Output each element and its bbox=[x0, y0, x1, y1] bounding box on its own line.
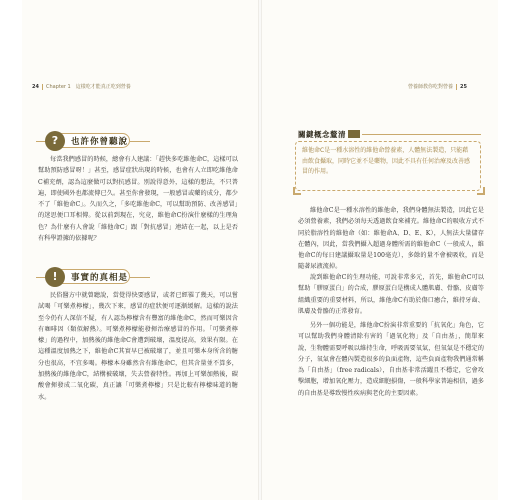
key-concept-marker bbox=[348, 130, 360, 138]
left-page-number: 24 bbox=[32, 84, 39, 90]
key-concept-box bbox=[295, 141, 481, 191]
right-para-2: 說到維他命C的生理功能，可說非常多元，首先，維他命C可以幫助「膠原蛋白」的合成，膠原蛋白是構成人體肌膚、骨骼、皮膚等組織重要的重要材料，所以，維他命C有助於傷口癒合，維持牙齒、肌膚及骨骼的正常發育。 bbox=[298, 274, 484, 315]
banner-rule bbox=[130, 277, 150, 278]
section-banner-truth bbox=[48, 269, 130, 284]
section-title-truth: 事實的真相是 bbox=[71, 273, 129, 283]
key-concept-title: 關鍵概念釐清 bbox=[298, 130, 346, 139]
right-para-3: 另外一個功能是，維他命C扮演非常重要的「抗氧化」角色，它可以幫助我們身體清除有害的「過氧化物」及「自由基」，簡單來說，生物體需要呼吸以維持生命，呼吸需要氧氣，但氧氣是不穩定的分子，氧氣會在體內製造很多的負面產物，這些負面產物我們通常稱為「自由基」（free radicals），自由基非常活躍且不穩定，它會攻擊細胞，增加氧化壓力，造成細胞損傷，一般科學家普遍相信，過多的自由基是導致慢性疾病與老化的主要因素。 bbox=[298, 322, 484, 397]
box-corner bbox=[477, 187, 485, 195]
right-page-number: 25 bbox=[460, 84, 467, 90]
question-mark-icon: ? bbox=[45, 131, 65, 151]
left-running-header bbox=[32, 83, 131, 90]
section2-body: 民俗醫方中就曾聽說，當覺得快要感冒，或者已經罹了幾天，可以嘗試喝「可樂煮檸檬」，幾次下來，感冒的症狀便可逐漸緩解。這樣的說法至今仍有人深信不疑，有人認為檸檬含有豐富的維他命C，然而可樂因含有咖啡因（類似解熱）。可樂煮檸檬能發揮治療感冒的作用。「可樂煮檸檬」的過程中，加熱後的維他命C會遭到破壞，溫度提高，效果有限。在這種溫度加熱之下，維他命C其實早已被破壞了，並且可樂本身所含的糖分也很高，不宜多喝。檸檬本身雖然含有維他命C，但其含量並不算多，加熱後的維他命C，結構被破壞，失去營養特性。再加上可樂加熱後，碳酸會揮發成二氧化碳，真正讓「可樂煮檸檬」只是比較有檸檬味道的糖水。 bbox=[38, 292, 238, 401]
book-gutter bbox=[258, 0, 262, 500]
left-page bbox=[22, 0, 258, 500]
right-running-header bbox=[408, 83, 467, 90]
section1-body: 每當我們感冒的時候，總會有人建議：「趕快多吃維他命C，這樣可以幫助預防感冒呀！」甚至，感冒症狀出現的時候，也會有人立即吃維他命C補充劑，認為這麼做可以對抗感冒。別說得意外，這樣的想法，不只普遍，即使國外也都流傳已久。甚至你會發現，一般感冒或藥的成分，都少不了「維他命C」。久而久之，「多吃維他命C，可以幫助預防、改善感冒」的迷思便口耳相傳。從以前到現在，究竟，維他命C扮演什麼樣的生理角色？為什麼有人會說「維他命C」跟「對抗感冒」連結在一起，以上是否有科學證據的依據呢？ bbox=[38, 156, 238, 243]
section-title-heard: 也許你曾聽說 bbox=[71, 137, 129, 147]
running-title: 營養師教你吃對營養 bbox=[408, 84, 454, 90]
right-para-1: 維他命C是一種水溶性的維他命，我們身體無法製造，因此它是必須營養素，我們必須每天透過飲食來補充。維他命C的吸收方式不同於脂溶性的維他命（如：維他命A、D、E、K），人無法大量儲存在體內，因此，當我們攝入超過身體所需的維他命C（一般成人，維他命C的每日建議攝取量是100毫克），多餘的量不會被吸收，而是隨著尿液流掉。 bbox=[298, 207, 484, 271]
exclamation-icon: ! bbox=[45, 267, 65, 287]
section-banner-heard bbox=[48, 133, 130, 148]
chapter-label: Chapter 1 這樣吃才能真正吃到營養 bbox=[45, 84, 131, 90]
key-concept-rule bbox=[362, 134, 481, 135]
key-concept-text: 維他命C是一種水溶性的維他命營養素，人體無法製造，只能藉由飲食攝取，同時它並不是藥物，因此不具有任何治療及改善感冒的作用。 bbox=[302, 147, 471, 175]
banner-rule bbox=[130, 141, 150, 142]
box-corner bbox=[293, 187, 301, 195]
